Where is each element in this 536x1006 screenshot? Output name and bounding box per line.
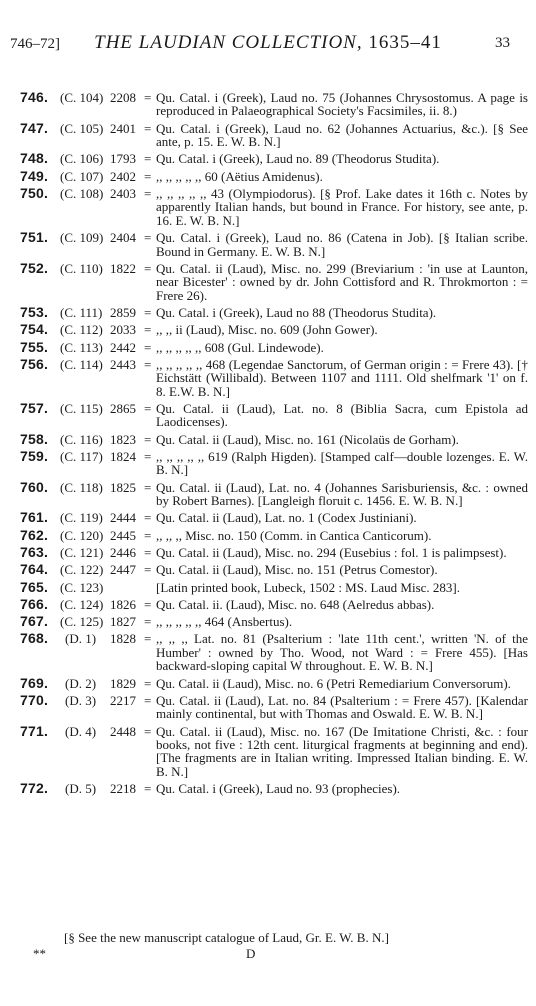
catalogue-entry <box>20 543 528 560</box>
entry-number: 754. <box>20 321 49 338</box>
entry-class-mark: (C. 123) <box>60 579 104 595</box>
entry-description: Qu. Catal. ii (Laud), Misc. no. 299 (Breviarium : 'in use at Launton, near Bicester' : owned by dr. John Cottisford and R. Throkmorton : = Frere 26). <box>156 260 528 303</box>
entry-number: 770. <box>20 691 49 708</box>
entry-description: Qu. Catal. i (Greek), Laud no. 62 (Johannes Actuarius, &c.). [§ See ante, p. 15. E. W. B. N.] <box>156 120 528 150</box>
catalogue-entry <box>20 595 528 612</box>
catalogue-entry <box>20 615 528 628</box>
entry-old-number: 2208 <box>110 90 136 105</box>
entry-class-mark: (C. 107) <box>60 168 104 184</box>
entry-number: 756. <box>20 355 49 372</box>
signature-mark: D <box>246 946 256 961</box>
catalogue-entry <box>20 303 528 320</box>
catalogue-entry <box>20 578 528 595</box>
entry-description: ,, ,, ,, Misc. no. 150 (Comm. in Cantica Canticorum). <box>156 527 432 543</box>
entry-class-mark: (C. 125) <box>60 614 104 630</box>
entry-description: ,, ,, ,, ,, ,, 468 (Legendae Sanctorum, of German origin : = Frere 43). [† Eichstätt (Willibald). Between 1107 and 1111. Old shelfmark '1' on f. 8. E.W. B. N.] <box>156 356 528 399</box>
entry-class-mark: (C. 117) <box>60 448 103 464</box>
catalogue-entry <box>20 691 528 722</box>
entry-equals: = <box>144 304 152 320</box>
catalogue-entry <box>20 526 528 543</box>
entry-old-number: 1829 <box>110 675 136 691</box>
entry-number: 757. <box>20 399 49 416</box>
catalogue-entry <box>20 231 528 258</box>
entry-equals: = <box>144 168 152 184</box>
entry-number: 749. <box>20 167 49 184</box>
entry-number: 751. <box>20 229 49 246</box>
entry-old-number: 2444 <box>110 510 136 526</box>
catalogue-entry <box>20 259 528 303</box>
entry-description: ,, ,, ,, ,, ,, 619 (Ralph Higden). [Stamped calf—double lozenges. E. W. B. N.] <box>156 448 528 478</box>
entry-equals: = <box>144 322 152 338</box>
entry-description: ,, ,, ,, Lat. no. 81 (Psalterium : 'late 11th cent.', written 'N. of the Humber' : owned by Tho. Wood, not Ward : = Frere 455). [Has backward-sloping capital W throughout. E. W. B. N.] <box>156 631 528 674</box>
catalogue-entry <box>20 167 528 184</box>
entry-old-number: 2217 <box>110 692 136 708</box>
entry-class-mark: (C. 116) <box>60 431 103 447</box>
entry-old-number: 2446 <box>110 544 136 560</box>
entry-description: Qu. Catal. i (Greek), Laud no 88 (Theodorus Studita). <box>156 304 437 320</box>
entry-class-mark: (C. 114) <box>60 356 103 372</box>
entry-number: 761. <box>20 509 49 526</box>
entry-number: 753. <box>20 303 49 320</box>
entry-number: 768. <box>20 630 49 647</box>
entry-equals: = <box>144 230 152 246</box>
entry-number: 766. <box>20 595 49 612</box>
entry-class-mark: (D. 2) <box>65 675 97 691</box>
entry-old-number: 2033 <box>110 322 136 338</box>
catalogue-entry <box>20 511 528 524</box>
entry-old-number <box>110 581 144 594</box>
entry-description: [Latin printed book, Lubeck, 1502 : MS. Laud Misc. 283]. <box>156 579 461 595</box>
entry-equals: = <box>144 510 152 526</box>
entry-equals: = <box>144 479 152 495</box>
entry-old-number: 1828 <box>110 631 136 647</box>
entry-class-mark: (D. 1) <box>65 631 97 647</box>
footer-stars: ** <box>33 946 46 961</box>
entry-class-mark: (C. 113) <box>60 339 103 355</box>
catalogue-entry <box>20 399 528 430</box>
entry-equals: = <box>144 692 152 708</box>
entry-description: Qu. Catal. ii (Laud), Misc. no. 161 (Nicolaüs de Gorham). <box>156 431 459 447</box>
entry-old-number: 2401 <box>110 120 136 136</box>
entry-number: 763. <box>20 543 49 560</box>
entry-description: Qu. Catal. ii (Laud), Misc. no. 167 (De Imitatione Christi, &c. : four books, not five : 12th cent. liturgical fragments at beginning and end). [The fragments are in Italian writing. Impressed Italian binding. E. W. B. N.] <box>156 723 528 779</box>
catalogue-entry <box>20 782 528 795</box>
entry-description: Qu. Catal. i (Greek), Laud no. 86 (Catena in Job). [§ Italian scribe. Bound in Germany. E. W. B. N.] <box>156 230 528 259</box>
catalogue-entry <box>20 323 528 336</box>
entry-number: 760. <box>20 478 49 495</box>
page-number: 33 <box>495 35 510 51</box>
entry-old-number: 2448 <box>110 723 136 739</box>
entry-equals: = <box>144 614 152 630</box>
entry-class-mark: (C. 109) <box>60 230 104 246</box>
catalogue-entry <box>20 447 528 478</box>
catalogue-entry <box>20 355 528 399</box>
entry-old-number: 1825 <box>110 479 136 495</box>
entry-number: 762. <box>20 526 49 543</box>
entry-class-mark: (C. 121) <box>60 544 104 560</box>
entry-description: ,, ,, ,, ,, ,, 608 (Gul. Lindewode). <box>156 339 324 355</box>
entry-old-number: 2403 <box>110 186 136 201</box>
entry-old-number: 1793 <box>110 151 136 167</box>
entry-class-mark: (C. 110) <box>60 260 103 276</box>
entry-description: Qu. Catal. ii (Laud), Misc. no. 6 (Petri Remediarium Conversorum). <box>156 675 511 691</box>
entry-number: 764. <box>20 561 49 578</box>
entry-description: Qu. Catal. ii (Laud), Misc. no. 294 (Eusebius : fol. 1 is palimpsest). <box>156 544 507 560</box>
entry-old-number: 2445 <box>110 527 136 543</box>
entry-equals: = <box>144 723 152 739</box>
entry-equals: = <box>144 120 152 136</box>
page-range: 746–72] <box>10 36 60 52</box>
catalogue-entry <box>20 674 528 691</box>
catalogue-entry <box>20 430 528 447</box>
entry-description: Qu. Catal. i (Greek), Laud no. 75 (Johannes Chrysostomus. A page is reproduced in Palaeographical Society's Facsimiles, ii. 8.) <box>156 90 528 119</box>
entry-equals: = <box>144 562 152 578</box>
entry-equals: = <box>144 151 152 167</box>
entry-equals: = <box>144 90 152 105</box>
entry-old-number: 2218 <box>110 781 136 797</box>
catalogue-entry <box>20 632 528 672</box>
catalogue-entry <box>20 478 528 509</box>
entry-class-mark: (C. 122) <box>60 562 104 578</box>
entry-equals: = <box>144 544 152 560</box>
entry-equals: = <box>144 400 152 416</box>
catalogue-entries <box>20 91 528 799</box>
entry-class-mark: (C. 112) <box>60 322 103 338</box>
entry-old-number: 2447 <box>110 562 136 578</box>
catalogue-entry <box>20 722 528 779</box>
entry-number: 765. <box>20 578 49 595</box>
entry-number: 755. <box>20 338 49 355</box>
entry-description: Qu. Catal. ii (Laud), Misc. no. 151 (Petrus Comestor). <box>156 562 438 578</box>
entry-equals: = <box>144 260 152 276</box>
entry-equals: = <box>144 186 152 201</box>
entry-old-number: 2859 <box>110 304 136 320</box>
entry-number: 747. <box>20 119 49 136</box>
entry-description: Qu. Catal. ii. (Laud), Misc. no. 648 (Aelredus abbas). <box>156 596 435 612</box>
running-header <box>10 32 526 58</box>
entry-equals: = <box>144 431 152 447</box>
entry-old-number: 2443 <box>110 356 136 372</box>
catalogue-entry <box>20 563 528 576</box>
entry-description: Qu. Catal. ii (Laud), Lat. no. 1 (Codex Justiniani). <box>156 510 417 526</box>
entry-equals: = <box>144 631 152 647</box>
entry-description: ,, ,, ,, ,, ,, 43 (Olympiodorus). [§ Prof. Lake dates it 16th c. Notes by apparently Italian hands, but bound in France. For history, see ante, p. 16. E. W. B. N.] <box>156 186 528 228</box>
entry-old-number: 1824 <box>110 448 136 464</box>
entry-class-mark: (C. 119) <box>60 510 103 526</box>
entry-old-number: 2402 <box>110 168 136 184</box>
entry-class-mark: (C. 124) <box>60 596 104 612</box>
entry-class-mark: (C. 108) <box>60 186 104 201</box>
entry-old-number: 2865 <box>110 400 136 416</box>
entry-equals: = <box>144 675 152 691</box>
entry-old-number: 1827 <box>110 614 136 630</box>
entry-old-number: 2404 <box>110 230 136 246</box>
entry-description: Qu. Catal. ii (Laud), Lat. no. 8 (Biblia Sacra, cum Epistola ad Laodicenses). <box>156 400 528 430</box>
entry-class-mark: (C. 120) <box>60 527 104 543</box>
entry-number: 746. <box>20 89 49 105</box>
entry-old-number: 2442 <box>110 339 136 355</box>
entry-description: ,, ,, ,, ,, ,, 60 (Aëtius Amidenus). <box>156 168 323 184</box>
entry-class-mark: (C. 115) <box>60 400 103 416</box>
entry-number: 767. <box>20 613 49 630</box>
catalogue-entry <box>20 91 528 118</box>
entry-description: Qu. Catal. ii (Laud), Lat. no. 4 (Johannes Sarisburiensis, &c. : owned by Robert Barnes). [Langleigh floruit c. 1456. E. W. B. N.] <box>156 479 528 509</box>
entry-class-mark: (C. 118) <box>60 479 103 495</box>
entry-number: 750. <box>20 185 49 201</box>
entry-old-number: 1826 <box>110 596 136 612</box>
entry-equals: = <box>144 596 152 612</box>
entry-old-number: 1822 <box>110 260 136 276</box>
entry-number: 771. <box>20 722 49 739</box>
catalogue-entry <box>20 119 528 150</box>
entry-class-mark: (C. 105) <box>60 120 104 136</box>
entry-class-mark: (C. 111) <box>60 304 103 320</box>
catalogue-entry <box>20 152 528 165</box>
entry-old-number: 1823 <box>110 431 136 447</box>
entry-description: Qu. Catal. ii (Laud), Lat. no. 84 (Psalterium : = Frere 457). [Kalendar mainly continental, but with Thomas and Oswald. E. W. B. N.] <box>156 692 528 722</box>
entry-class-mark: (D. 3) <box>65 692 97 708</box>
entry-equals <box>144 581 156 594</box>
entry-equals: = <box>144 781 152 797</box>
entry-class-mark: (C. 106) <box>60 151 104 167</box>
entry-equals: = <box>144 356 152 372</box>
entry-number: 759. <box>20 447 49 464</box>
footnote: [§ See the new manuscript catalogue of Laud, Gr. E. W. B. N.] <box>64 930 389 945</box>
entry-description: Qu. Catal. i (Greek), Laud no. 89 (Theodorus Studita). <box>156 151 440 167</box>
entry-description: ,, ,, ii (Laud), Misc. no. 609 (John Gower). <box>156 322 378 338</box>
catalogue-entry <box>20 338 528 355</box>
entry-number: 758. <box>20 430 49 447</box>
entry-number: 748. <box>20 150 49 167</box>
entry-equals: = <box>144 339 152 355</box>
header-title <box>10 32 526 54</box>
catalogue-entry <box>20 187 528 227</box>
header-dates: 1635–41 <box>368 32 442 53</box>
entry-description: ,, ,, ,, ,, ,, 464 (Ansbertus). <box>156 614 293 630</box>
entry-number: 769. <box>20 674 49 691</box>
entry-equals: = <box>144 448 152 464</box>
entry-description: Qu. Catal. i (Greek), Laud no. 93 (prophecies). <box>156 781 401 797</box>
entry-class-mark: (C. 104) <box>60 90 104 105</box>
entry-number: 772. <box>20 780 49 797</box>
header-title-text: THE LAUDIAN COLLECTION, <box>94 32 363 53</box>
entry-class-mark: (D. 5) <box>65 781 97 797</box>
entry-class-mark: (D. 4) <box>65 723 97 739</box>
entry-number: 752. <box>20 259 49 276</box>
entry-equals: = <box>144 527 152 543</box>
